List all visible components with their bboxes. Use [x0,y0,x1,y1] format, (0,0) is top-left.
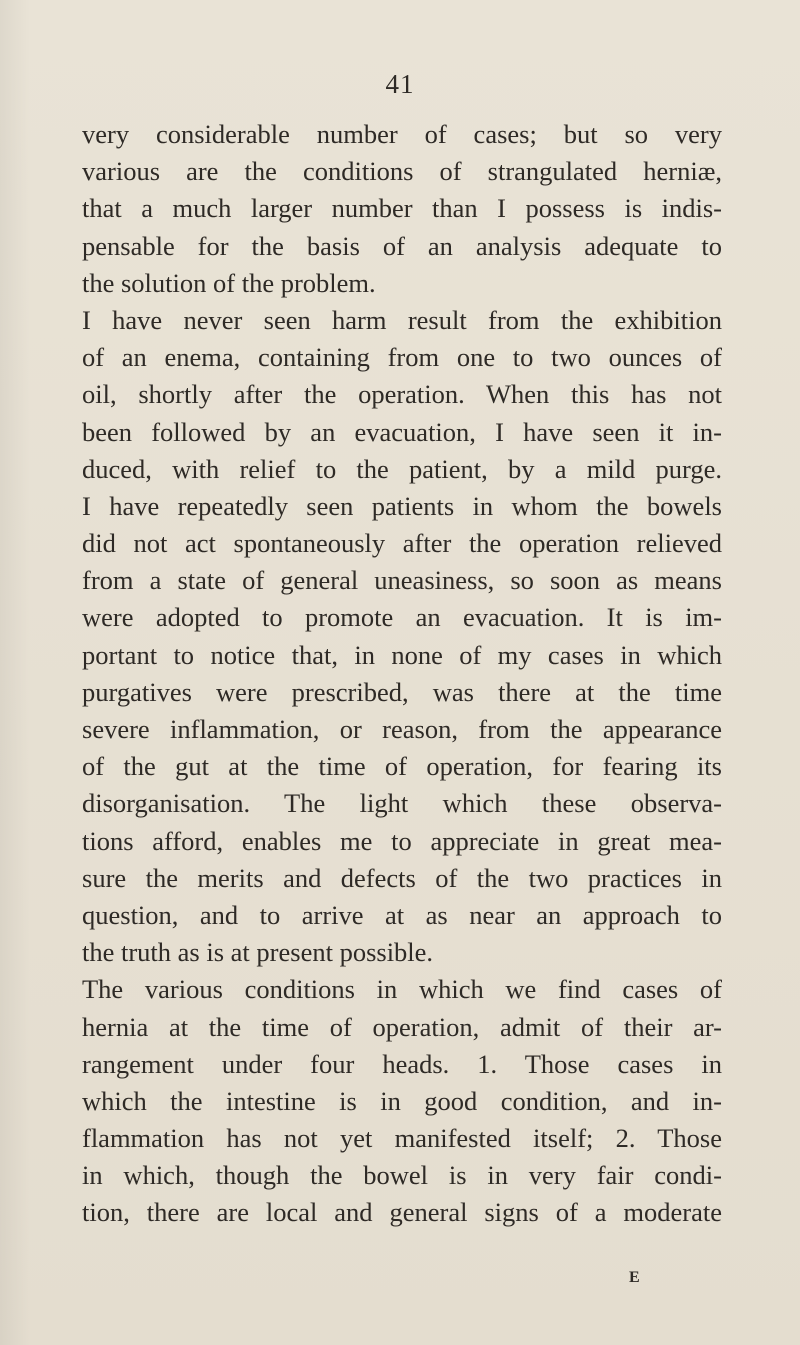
text-line: The various conditions in which we find cases of [82,974,722,1005]
text-line: severe inflammation, or reason, from the appearance [82,714,722,744]
text-line: I have repeatedly seen patients in whom the bowels [82,490,722,521]
text-line: very considerable number of cases; but so very [82,119,722,149]
signature-mark: E [629,1269,641,1286]
text-line: did not act spontaneously after the operation relieved [82,528,722,559]
text-line: hernia at the time of operation, admit of their ar- [82,1011,722,1042]
text-line: been followed by an evacuation, I have seen it in- [82,416,722,447]
text-line: sure the merits and defects of the two practices in [82,862,722,893]
text-line: I have never seen harm result from the exhibition [82,304,722,335]
page-number: 41 [385,69,415,99]
text-line: flammation has not yet manifested itself; 2. Those [82,1123,722,1154]
text-line: that a much larger number than I possess is indis- [82,193,722,224]
text-line: which the intestine is in good condition, and in- [82,1085,722,1116]
text-line: various are the conditions of strangulated herniæ, [82,156,722,187]
text-line: in which, though the bowel is in very fair condi- [82,1160,722,1191]
text-line: portant to notice that, in none of my cases in which [82,639,722,670]
text-line: tion, there are local and general signs of a moderate [82,1197,722,1228]
text-line: tions afford, enables me to appreciate in great mea- [82,825,722,856]
text-line: of the gut at the time of operation, for fearing its [82,751,722,782]
text-line: were adopted to promote an evacuation. It is im- [82,602,722,633]
text-line: disorganisation. The light which these observa- [82,788,722,819]
text-line: from a state of general uneasiness, so soon as means [82,565,722,596]
text-line: the truth as is at present possible. [82,937,434,968]
text-line: purgatives were prescribed, was there at the time [82,676,722,707]
text-line: the solution of the problem. [82,267,376,298]
text-line: duced, with relief to the patient, by a mild purge. [82,453,722,484]
text-line: of an enema, containing from one to two ounces of [82,342,722,373]
text-line: question, and to arrive at as near an approach to [82,899,722,930]
text-line: pensable for the basis of an analysis adequate to [82,230,722,261]
body-text [82,116,722,1232]
text-line: rangement under four heads. 1. Those cases in [82,1048,722,1079]
text-line: oil, shortly after the operation. When this has not [82,379,722,410]
